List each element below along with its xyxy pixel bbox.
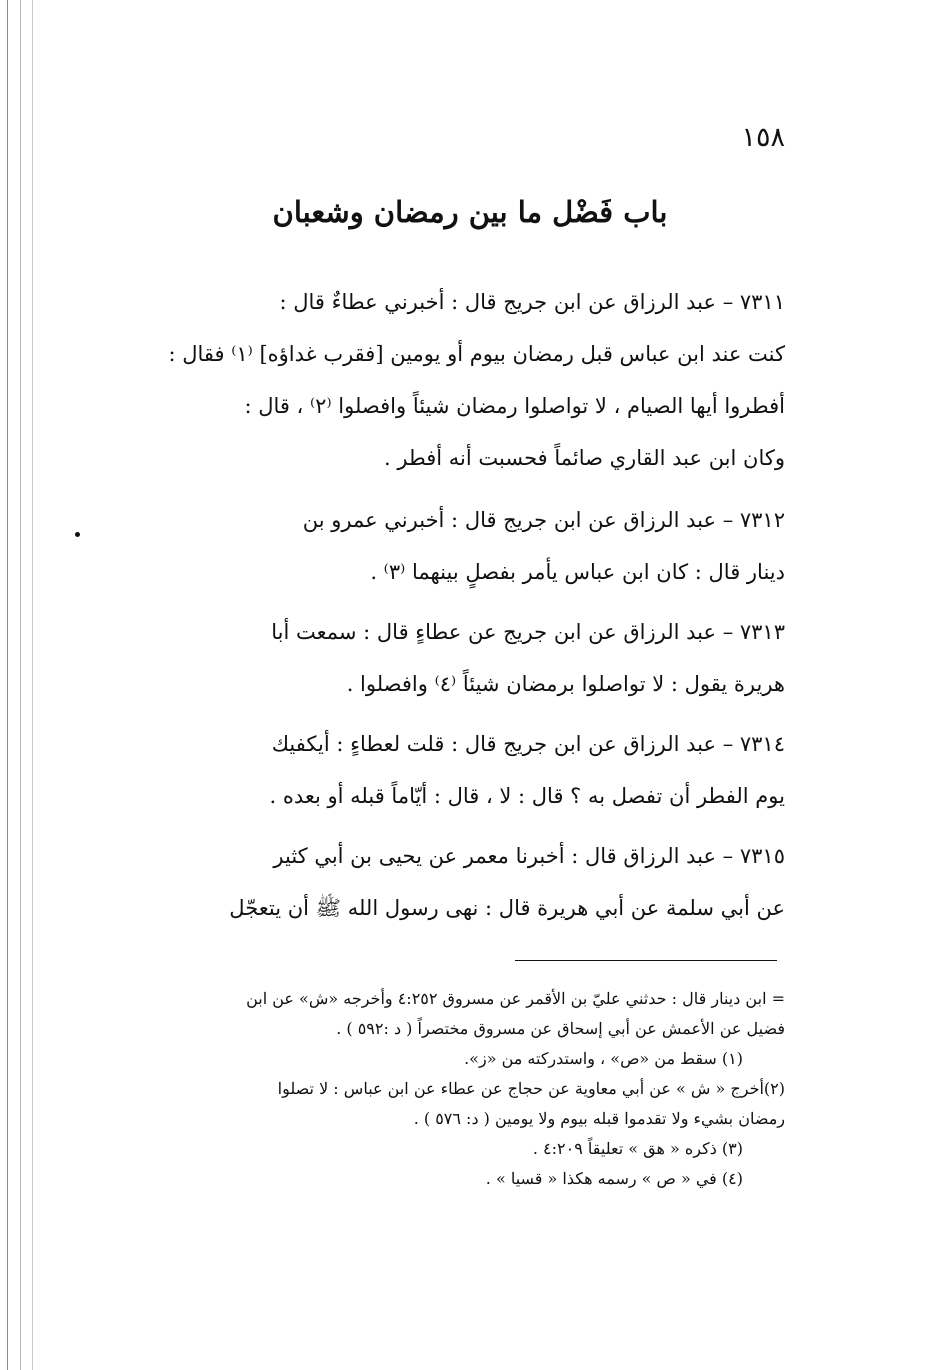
footnote-2: (٢)أخرج « ش » عن أبي معاوية عن حجاج عن عطاء عن ابن عباس : لا تصلوا [277, 1079, 785, 1098]
hadith-entry-7312 [105, 494, 785, 598]
margin-dot [75, 532, 80, 537]
entry-line: ٧٣١٥ – عبد الرزاق قال : أخبرنا معمر عن يحيى بن أبي كثير [273, 844, 785, 868]
entry-line: يوم الفطر أن تفصل به ؟ قال : لا ، قال : أيّاماً قبله أو بعده . [269, 784, 785, 808]
footnotes [105, 984, 785, 1194]
footnote-line: = ابن دينار قال : حدثني عليّ بن الأقمر عن مسروق ٤:٢٥٢ وأخرجه «ش» عن ابن [246, 989, 785, 1008]
hadith-entry-7314 [105, 718, 785, 822]
binding-edge-line [20, 0, 21, 1370]
hadith-entry-7313 [105, 606, 785, 710]
entry-line: وكان ابن عبد القاري صائماً فحسبت أنه أفطر . [384, 446, 785, 470]
footnote-line: فضيل عن الأعمش عن أبي إسحاق عن مسروق مختصراً ( د :٥٩٢ ) . [336, 1019, 785, 1038]
entry-line: ٧٣١٤ – عبد الرزاق عن ابن جريج قال : قلت لعطاءٍ : أيكفيك [271, 732, 785, 756]
entry-line: دينار قال : كان ابن عباس يأمر بفصلٍ بينهما ⁽٣⁾ . [370, 560, 785, 584]
chapter-title: باب فَضْل ما بين رمضان وشعبان [272, 195, 668, 229]
entry-line: هريرة يقول : لا تواصلوا برمضان شيئاً ⁽٤⁾ وافصلوا . [346, 672, 785, 696]
binding-edge-line [7, 0, 8, 1370]
entry-line: ٧٣١١ – عبد الرزاق عن ابن جريج قال : أخبرني عطاءٌ قال : [279, 290, 785, 314]
hadith-entry-7315 [105, 830, 785, 934]
page-number: ١٥٨ [741, 122, 785, 153]
hadith-entry-7311 [105, 276, 785, 484]
footnote-line: رمضان بشيء ولا تقدموا قبله بيوم ولا يومين ( د: ٥٧٦ ) . [413, 1109, 785, 1128]
footnote-3: (٣) ذكره « هق » تعليقاً ٤:٢٠٩ . [532, 1139, 743, 1158]
footnote-separator [515, 960, 777, 961]
entry-line: ٧٣١٣ – عبد الرزاق عن ابن جريج عن عطاءٍ قال : سمعت أبا [271, 620, 785, 644]
entry-line: كنت عند ابن عباس قبل رمضان بيوم أو يومين [فقرب غداؤه] ⁽١⁾ فقال : [168, 342, 785, 366]
entry-line: ٧٣١٢ – عبد الرزاق عن ابن جريج قال : أخبرني عمرو بن [302, 508, 785, 532]
footnote-4: (٤) في « ص » رسمه هكذا « قسيا » . [485, 1169, 743, 1188]
binding-edge-line [32, 0, 33, 1370]
entry-line: عن أبي سلمة عن أبي هريرة قال : نهى رسول الله ﷺ أن يتعجّل [229, 896, 785, 920]
entry-line: أفطروا أيها الصيام ، لا تواصلوا رمضان شيئاً وافصلوا ⁽٢⁾ ، قال : [244, 394, 785, 418]
footnote-1: (١) سقط من «ص» ، واستدركته من «ز». [464, 1049, 743, 1068]
